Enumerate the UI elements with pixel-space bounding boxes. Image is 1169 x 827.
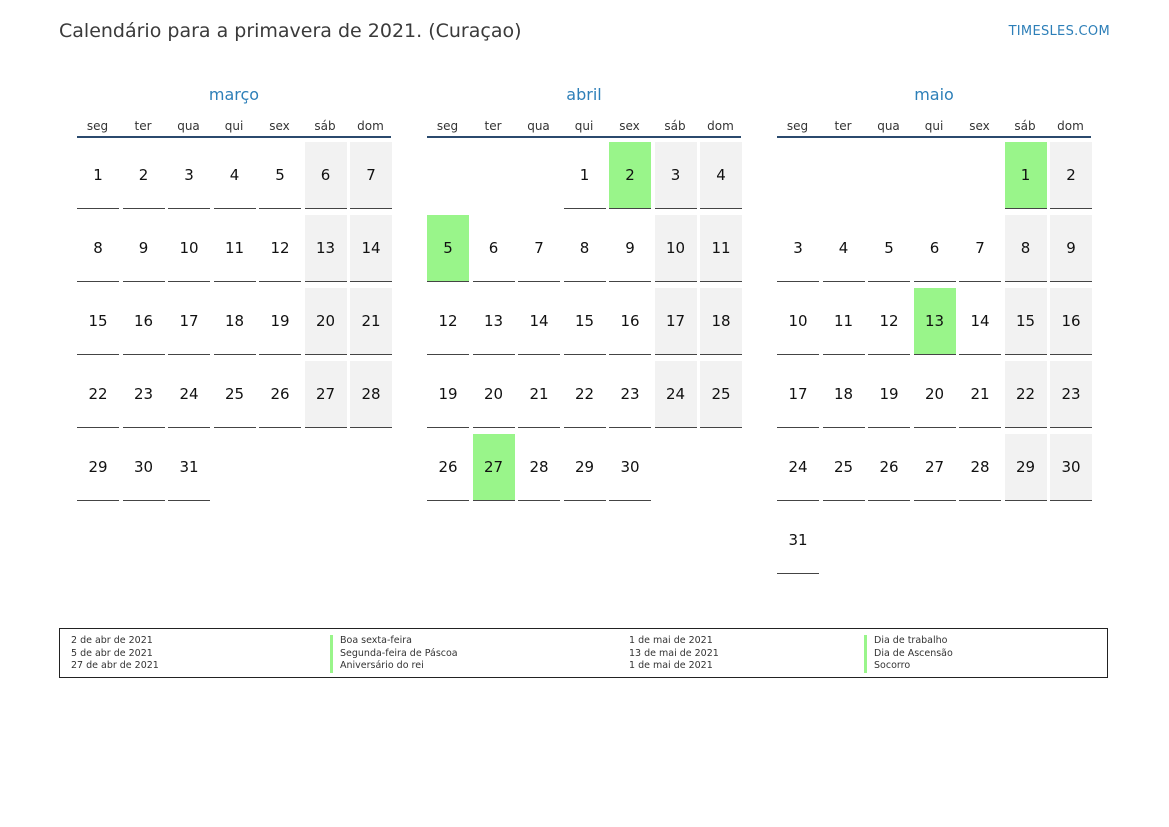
day-cell: 19: [427, 361, 469, 428]
legend-holiday-name: Socorro: [864, 660, 953, 673]
day-cell: 17: [777, 361, 819, 428]
day-cell: 21: [350, 288, 392, 355]
day-cell: 16: [123, 288, 165, 355]
legend-holiday-name: Aniversário do rei: [330, 660, 458, 673]
day-cell: 19: [259, 288, 301, 355]
day-cell: 26: [259, 361, 301, 428]
day-cell: 17: [168, 288, 210, 355]
legend-names-right: [864, 635, 953, 673]
day-cell: 12: [868, 288, 910, 355]
day-cell: 16: [1050, 288, 1092, 355]
day-cell: 8: [1005, 215, 1047, 282]
weekday-label: qui: [924, 119, 944, 133]
day-cell: 21: [518, 361, 560, 428]
day-cell: 5: [868, 215, 910, 282]
weekday-label: qui: [574, 119, 594, 133]
day-cell: 23: [1050, 361, 1092, 428]
day-cell: 30: [123, 434, 165, 501]
day-cell: 11: [700, 215, 742, 282]
month-2: [777, 82, 1091, 549]
day-cell: 24: [655, 361, 697, 428]
day-cell: 21: [959, 361, 1001, 428]
day-cell: 6: [305, 142, 347, 209]
day-cell: 12: [427, 288, 469, 355]
weekday-label: ter: [134, 119, 152, 133]
day-cell: 31: [777, 507, 819, 574]
day-cell: 6: [473, 215, 515, 282]
weekday-header: [427, 110, 741, 138]
day-cell: 24: [168, 361, 210, 428]
day-cell: 20: [914, 361, 956, 428]
day-cell: 6: [914, 215, 956, 282]
day-cell: 18: [214, 288, 256, 355]
month-1: [427, 82, 741, 476]
day-cell: 22: [564, 361, 606, 428]
weekday-label: sex: [619, 119, 640, 133]
legend-dates-right: [629, 635, 719, 673]
day-cell: 1: [77, 142, 119, 209]
weekday-label: sex: [969, 119, 990, 133]
day-cell-holiday: 5: [427, 215, 469, 282]
day-cell: 11: [823, 288, 865, 355]
day-cell: 8: [77, 215, 119, 282]
day-cell: 14: [959, 288, 1001, 355]
holiday-legend: [59, 628, 1108, 678]
day-cell: 19: [868, 361, 910, 428]
day-cell: 11: [214, 215, 256, 282]
day-cell: 17: [655, 288, 697, 355]
legend-date: 1 de mai de 2021: [629, 635, 713, 646]
day-cell: 22: [1005, 361, 1047, 428]
legend-holiday-name: Dia de trabalho: [864, 635, 953, 648]
day-cell: 18: [700, 288, 742, 355]
day-cell: 28: [350, 361, 392, 428]
day-cell-holiday: 13: [914, 288, 956, 355]
day-cell: 18: [823, 361, 865, 428]
day-cell: 15: [77, 288, 119, 355]
day-cell: 23: [609, 361, 651, 428]
day-cell: 24: [777, 434, 819, 501]
weekday-header: [777, 110, 1091, 138]
day-cell: 30: [1050, 434, 1092, 501]
day-cell: 9: [609, 215, 651, 282]
day-cell: 4: [823, 215, 865, 282]
day-cell: 20: [305, 288, 347, 355]
weekday-label: sáb: [1014, 119, 1036, 133]
weekday-label: ter: [484, 119, 502, 133]
day-cell: 9: [123, 215, 165, 282]
day-cell: 10: [777, 288, 819, 355]
day-cell-holiday: 2: [609, 142, 651, 209]
weekday-label: seg: [86, 119, 109, 133]
day-cell: 13: [305, 215, 347, 282]
weekday-label: dom: [357, 119, 384, 133]
legend-holiday-name: Segunda-feira de Páscoa: [330, 648, 458, 661]
weekday-label: qua: [877, 119, 900, 133]
day-cell: 14: [350, 215, 392, 282]
month-0: [77, 82, 391, 476]
day-cell: 10: [655, 215, 697, 282]
page-title: Calendário para a primavera de 2021. (Curaçao): [59, 20, 522, 42]
day-cell: 15: [564, 288, 606, 355]
day-cell: 12: [259, 215, 301, 282]
month-name: março: [208, 85, 260, 104]
weekday-label: seg: [436, 119, 459, 133]
weekday-label: dom: [707, 119, 734, 133]
day-cell: 14: [518, 288, 560, 355]
day-cell: 25: [823, 434, 865, 501]
legend-dates-left: [71, 635, 159, 673]
day-cell: 4: [700, 142, 742, 209]
day-cell: 7: [959, 215, 1001, 282]
weekday-label: sáb: [664, 119, 686, 133]
day-cell: 2: [1050, 142, 1092, 209]
weekday-label: sáb: [314, 119, 336, 133]
day-cell: 22: [77, 361, 119, 428]
day-cell: 5: [259, 142, 301, 209]
day-cell: 16: [609, 288, 651, 355]
legend-date: 27 de abr de 2021: [71, 660, 159, 671]
legend-names-left: [330, 635, 458, 673]
day-cell: 3: [168, 142, 210, 209]
day-cell: 31: [168, 434, 210, 501]
legend-date: 1 de mai de 2021: [629, 660, 713, 671]
day-cell: 4: [214, 142, 256, 209]
weekday-header: [77, 110, 391, 138]
weekday-label: qui: [224, 119, 244, 133]
day-cell: 1: [564, 142, 606, 209]
day-cell: 23: [123, 361, 165, 428]
day-cell: 2: [123, 142, 165, 209]
legend-date: 5 de abr de 2021: [71, 647, 153, 659]
month-name: maio: [914, 85, 954, 104]
day-cell: 10: [168, 215, 210, 282]
day-cell-holiday: 1: [1005, 142, 1047, 209]
legend-holiday-name: Dia de Ascensão: [864, 648, 953, 661]
day-cell: 25: [214, 361, 256, 428]
day-cell: 27: [305, 361, 347, 428]
day-cell: 15: [1005, 288, 1047, 355]
weekday-label: dom: [1057, 119, 1084, 133]
weekday-label: seg: [786, 119, 809, 133]
weekday-label: ter: [834, 119, 852, 133]
day-cell: 3: [777, 215, 819, 282]
day-cell: 28: [518, 434, 560, 501]
day-cell: 27: [914, 434, 956, 501]
legend-date: 2 de abr de 2021: [71, 635, 153, 646]
day-cell: 29: [564, 434, 606, 501]
site-link[interactable]: TIMESLES.COM: [1008, 24, 1110, 39]
day-cell: 13: [473, 288, 515, 355]
day-cell: 7: [518, 215, 560, 282]
day-cell: 29: [77, 434, 119, 501]
month-name: abril: [566, 85, 602, 104]
day-cell: 25: [700, 361, 742, 428]
day-cell: 26: [427, 434, 469, 501]
day-cell: 7: [350, 142, 392, 209]
day-cell: 20: [473, 361, 515, 428]
legend-date: 13 de mai de 2021: [629, 647, 719, 659]
day-cell: 26: [868, 434, 910, 501]
weekday-label: sex: [269, 119, 290, 133]
day-cell: 9: [1050, 215, 1092, 282]
legend-holiday-name: Boa sexta-feira: [330, 635, 458, 648]
day-cell-holiday: 27: [473, 434, 515, 501]
day-cell: 29: [1005, 434, 1047, 501]
day-cell: 28: [959, 434, 1001, 501]
day-cell: 8: [564, 215, 606, 282]
day-cell: 3: [655, 142, 697, 209]
weekday-label: qua: [527, 119, 550, 133]
day-cell: 30: [609, 434, 651, 501]
weekday-label: qua: [177, 119, 200, 133]
